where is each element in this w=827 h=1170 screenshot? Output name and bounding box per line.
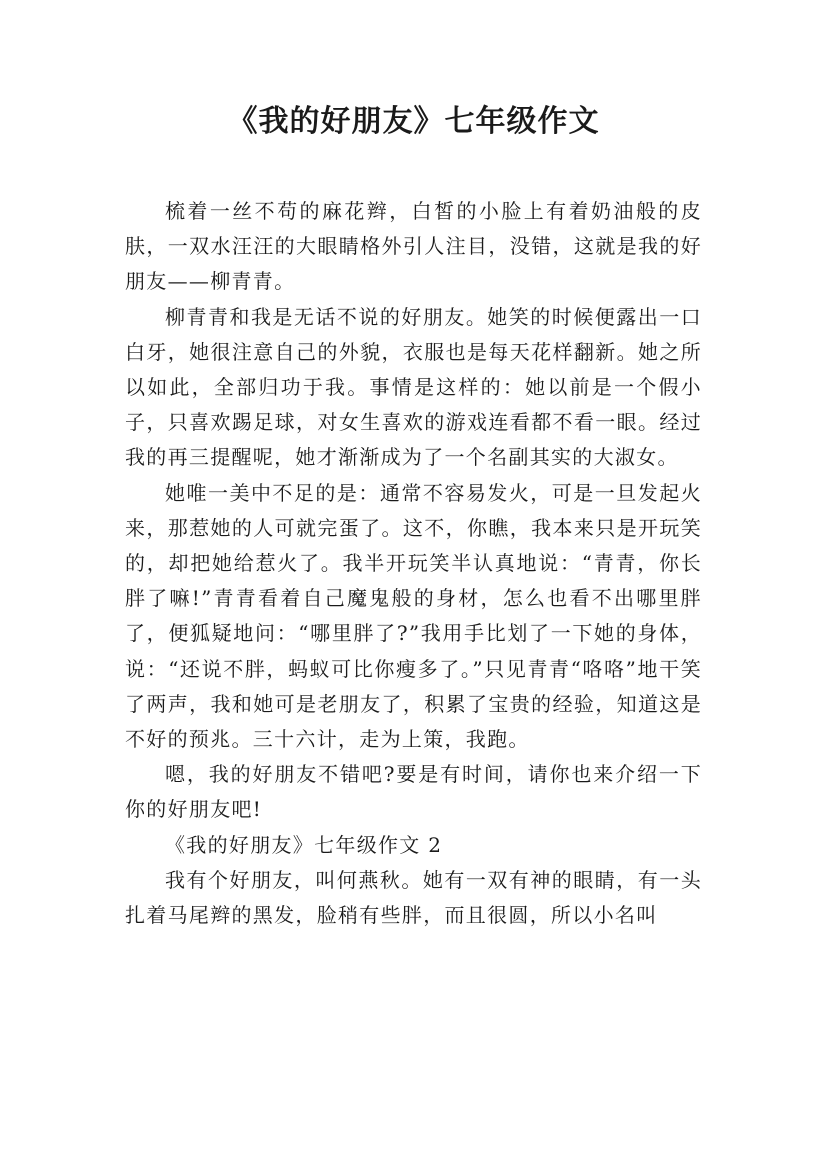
paragraph-3: 她唯一美中不足的是：通常不容易发火，可是一旦发起火来，那惹她的人可就完蛋了。这不，你瞧，我本来只是开玩笑的，却把她给惹火了。我半开玩笑半认真地说：“青青，你长胖了嘛!”青青看着自己魔鬼般的身材，怎么也看不出哪里胖了，便狐疑地问：“哪里胖了?”我用手比划了一下她的身体，说：“还说不胖，蚂蚁可比你瘦多了。”只见青青“咯咯”地干笑了两声，我和她可是老朋友了，积累了宝贵的经验，知道这是不好的预兆。三十六计，走为上策，我跑。	[125, 480, 702, 752]
paragraph-2: 柳青青和我是无话不说的好朋友。她笑的时候便露出一口白牙，她很注意自己的外貌，衣服也是每天花样翻新。她之所以如此，全部归功于我。事情是这样的：她以前是一个假小子，只喜欢踢足球，对女生喜欢的游戏连看都不看一眼。经过我的再三提醒呢，她才渐渐成为了一个名副其实的大淑女。	[125, 304, 702, 470]
paragraph-1: 梳着一丝不苟的麻花辫，白皙的小脸上有着奶油般的皮肤，一双水汪汪的大眼睛格外引人注目，没错，这就是我的好朋友——柳青青。	[125, 199, 702, 294]
document-title: 《我的好朋友》七年级作文	[227, 104, 600, 139]
section-heading-2: 《我的好朋友》七年级作文 2	[165, 832, 443, 857]
paragraph-5: 我有个好朋友，叫何燕秋。她有一双有神的眼睛，有一头扎着马尾辫的黑发，脸稍有些胖，而且很圆，所以小名叫	[125, 867, 702, 928]
document-body	[125, 194, 702, 933]
paragraph-4: 嗯，我的好朋友不错吧?要是有时间，请你也来介绍一下你的好朋友吧!	[125, 762, 702, 822]
